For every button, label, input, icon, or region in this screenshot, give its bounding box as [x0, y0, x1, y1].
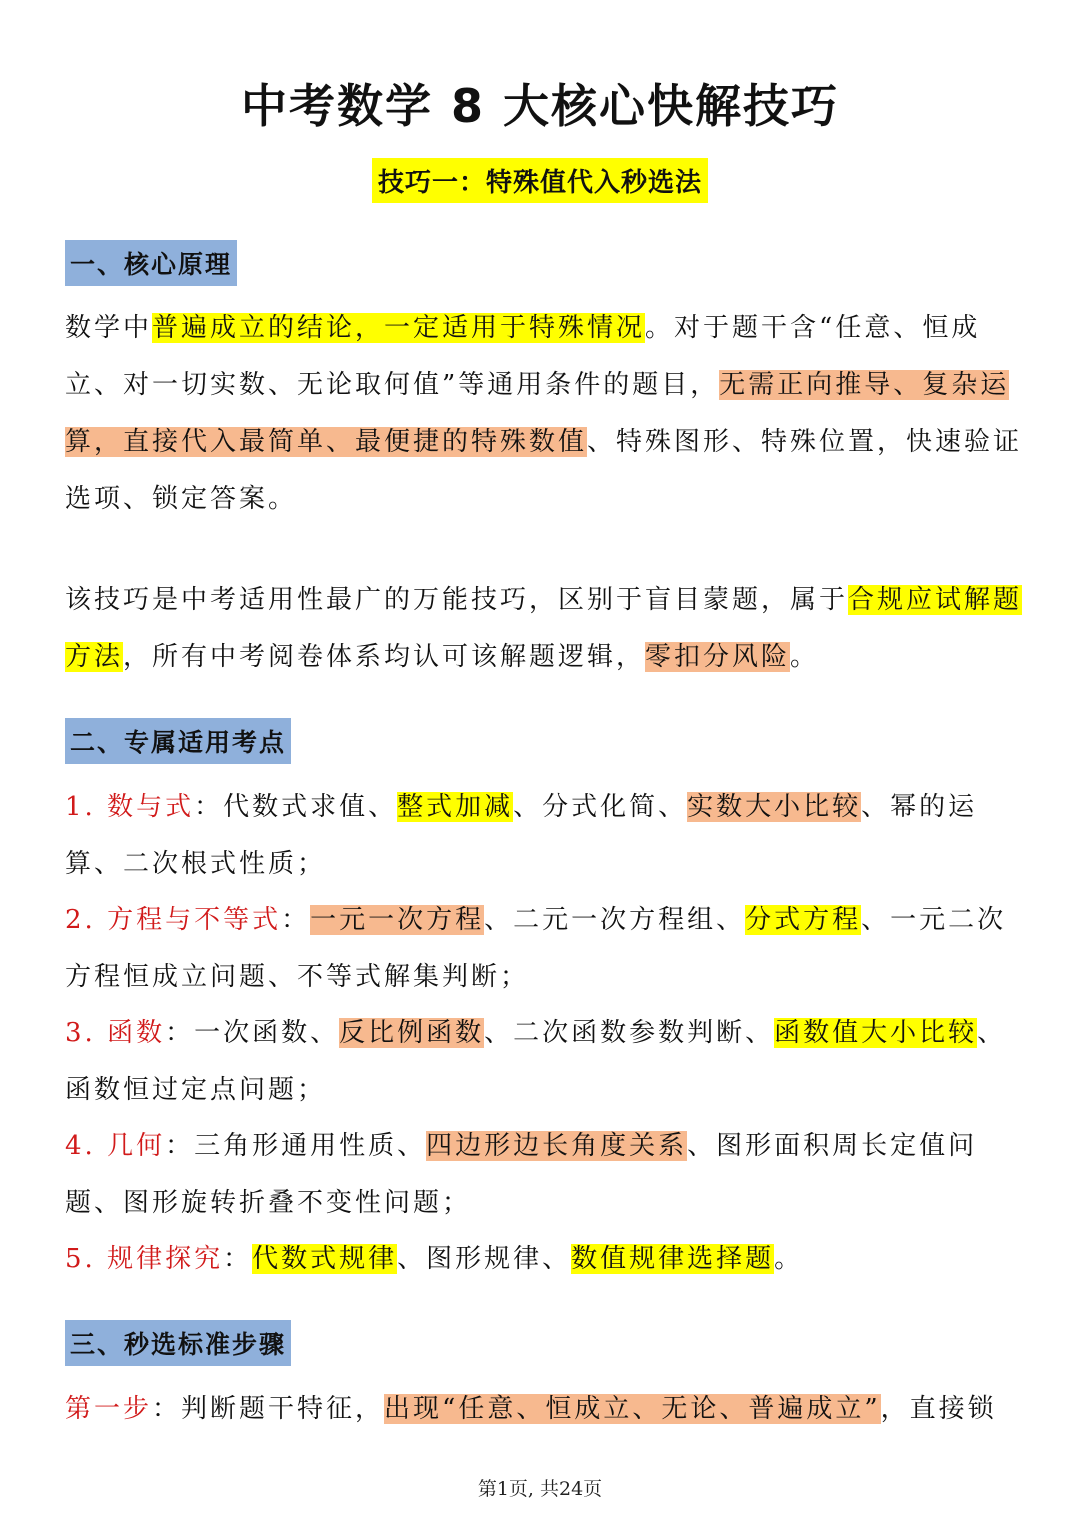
page-title: 中考数学 8 大核心快解技巧	[240, 79, 840, 133]
text: 三角形通用性质、	[194, 1131, 427, 1161]
highlight-orange: 四边形边长角度关系	[426, 1131, 688, 1161]
item-label: 几何	[107, 1131, 166, 1161]
highlight-orange: 零扣分风险	[645, 642, 791, 672]
text: ：	[165, 1018, 195, 1048]
text: 、分式化简、	[513, 792, 688, 822]
highlight-yellow: 整式加减	[397, 792, 514, 822]
text: 、图形规律、	[397, 1244, 572, 1274]
step-1	[65, 1381, 1025, 1438]
text: 判断题干特征，	[181, 1394, 385, 1424]
text: 代数式求值、	[223, 792, 398, 822]
topic-item-1	[65, 779, 1025, 893]
text: ：	[223, 1244, 253, 1274]
item-number: 1.	[65, 792, 96, 822]
text: ：	[152, 1394, 182, 1424]
highlight-orange: 出现“任意、恒成立、无论、普遍成立”	[384, 1394, 881, 1424]
section-heading-core-principle: 一、核心原理	[65, 240, 237, 286]
subtitle-wrap	[0, 158, 1080, 203]
item-label: 规律探究	[107, 1244, 224, 1274]
text: 、二元一次方程组、	[484, 905, 746, 935]
text: 。对于题干含“任意、恒成立、对一切实数、无论取何值”等通用条件的题目，	[65, 313, 981, 400]
text: 。	[790, 642, 820, 672]
item-label: 数与式	[107, 792, 195, 822]
topic-item-4	[65, 1118, 1025, 1232]
highlight-yellow: 数值规律选择题	[571, 1244, 775, 1274]
text: ，直接锁	[880, 1394, 997, 1424]
highlight-yellow: 代数式规律	[252, 1244, 398, 1274]
text: 一次函数、	[194, 1018, 340, 1048]
principle-paragraph-1	[65, 300, 1025, 528]
technique-subtitle: 技巧一：特殊值代入秒选法	[372, 158, 708, 203]
highlight-orange: 反比例函数	[339, 1018, 485, 1048]
highlight-yellow: 合规应试解题方法	[65, 585, 1023, 672]
text: 该技巧是中考适用性最广的万能技巧，区别于盲目蒙题，属于	[65, 585, 849, 615]
step-label: 第一步	[65, 1394, 153, 1424]
topic-item-5	[65, 1231, 1025, 1288]
text: 、函数恒过定点问题；	[65, 1018, 1007, 1105]
page-number-footer: 第1页, 共24页	[477, 1478, 603, 1500]
section-heading-steps: 三、秒选标准步骤	[65, 1320, 291, 1366]
highlight-orange: 无需正向推导、复杂运算，直接代入最简单、最便捷的特殊数值	[65, 370, 1010, 457]
item-number: 2.	[65, 905, 96, 935]
principle-paragraph-2	[65, 572, 1025, 686]
item-number: 3.	[65, 1018, 96, 1048]
text: 、二次函数参数判断、	[484, 1018, 775, 1048]
text: ：	[194, 792, 224, 822]
text: 、幂的运算、二次根式性质；	[65, 792, 978, 879]
topic-item-2	[65, 892, 1025, 1006]
item-label: 方程与不等式	[107, 905, 282, 935]
text: 数学中	[65, 313, 153, 343]
highlight-orange: 实数大小比较	[687, 792, 862, 822]
text: 、一元二次方程恒成立问题、不等式解集判断；	[65, 905, 1007, 992]
item-number: 5.	[65, 1244, 96, 1274]
highlight-yellow: 普遍成立的结论，一定适用于特殊情况	[152, 313, 646, 343]
highlight-orange: 一元一次方程	[310, 905, 485, 935]
highlight-yellow: 函数值大小比较	[774, 1018, 978, 1048]
text: ，所有中考阅卷体系均认可该解题逻辑，	[123, 642, 646, 672]
item-label: 函数	[107, 1018, 166, 1048]
text: ：	[165, 1131, 195, 1161]
text: 、特殊图形、特殊位置，快速验证选项、锁定答案。	[65, 427, 1023, 514]
text: 。	[774, 1244, 804, 1274]
section-heading-applicable-topics: 二、专属适用考点	[65, 718, 291, 764]
item-number: 4.	[65, 1131, 96, 1161]
text: ：	[281, 905, 311, 935]
highlight-yellow: 分式方程	[745, 905, 862, 935]
topic-item-3	[65, 1005, 1025, 1119]
text: 、图形面积周长定值问题、图形旋转折叠不变性问题；	[65, 1131, 978, 1218]
